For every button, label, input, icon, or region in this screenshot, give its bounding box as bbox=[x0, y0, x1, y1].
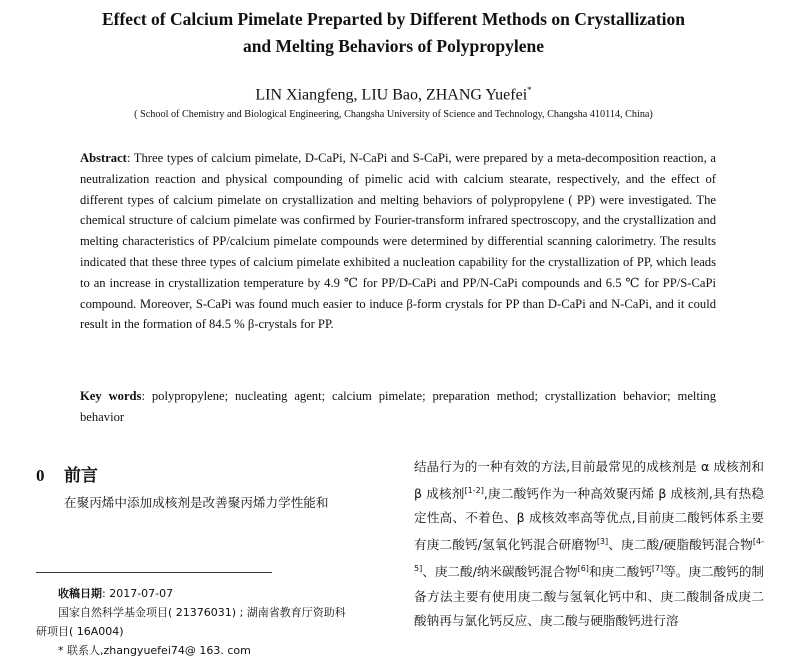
citation-ref: [7] bbox=[651, 564, 664, 574]
section-heading bbox=[36, 461, 98, 486]
footnote-received bbox=[36, 584, 392, 603]
section-number: 0 bbox=[36, 466, 45, 485]
abstract bbox=[80, 148, 716, 335]
footnote-fund-1: 国家自然科学基金项目( 21376031) ; 湖南省教育厅资助科 bbox=[58, 606, 346, 619]
author-names: LIN Xiangfeng, LIU Bao, ZHANG Yuefei bbox=[255, 86, 528, 104]
section-title: 前言 bbox=[64, 466, 98, 485]
right-text-5: 和庚二酸钙 bbox=[588, 564, 652, 580]
right-text-3: 、庚二酸/硬脂酸钙混合物 bbox=[608, 537, 753, 553]
author-list bbox=[0, 79, 787, 106]
citation-ref: [3] bbox=[596, 537, 609, 547]
footnotes bbox=[36, 584, 392, 660]
abstract-text: : Three types of calcium pimelate, D-CaPi, N-CaPi and S-CaPi, were prepared by a meta-decomposition reaction, a neutralization reaction and physical compounding of pimelic acid with calcium stearate, respectively, and the effect of different types of calcium pimelate on crystallization and melting behaviors of polypropylene ( PP) were investigated. The chemical structure of calcium pimelate was confirmed by Fourier-transform infrared spectroscopy, and the crystallization and melting characteristics of PP/calcium pimelate compounds were determined by differential scanning calorimetry. The results indicated that these three types of calcium pimelate exhibited a nucleation capability for the crystallization of PP, which leads to an increase in crystallization temperature by 4.9 ℃ for PP/D-CaPi and PP/N-CaPi compounds and 6.5 ℃ for PP/S-CaPi compound. Moreover, S-CaPi was found much easier to induce β-form crystals for PP than D-CaPi and N-CaPi, and it could result in the formation of 84.5 % β-crystals for PP. bbox=[80, 151, 716, 332]
intro-paragraph-left: 在聚丙烯中添加成核剂是改善聚丙烯力学性能和 bbox=[64, 495, 329, 510]
title-line-2: and Melting Behaviors of Polypropylene bbox=[242, 36, 545, 56]
footnote-fund-2: 研项目( 16A004) bbox=[36, 625, 124, 638]
paper-title bbox=[0, 6, 787, 60]
right-text-6: 等。庚二酸钙的制备方法主要有使用庚二酸与氢氧化钙中和、庚二酸制备成庚二酸钠再与氯化钙反应、庚二酸与硬脂酸钙进行溶 bbox=[414, 564, 764, 628]
title-line-1: Effect of Calcium Pimelate Preparted by Different Methods on Crystallization bbox=[101, 9, 686, 29]
citation-ref: [1-2] bbox=[464, 486, 484, 495]
citation-ref: [4-5] bbox=[414, 537, 764, 574]
keywords-text: : polypropylene; nucleating agent; calcium pimelate; preparation method; crystallization behavior; melting behavior bbox=[80, 389, 716, 424]
abstract-label: Abstract bbox=[80, 151, 127, 165]
keywords-label: Key words bbox=[80, 389, 142, 403]
corresponding-author-mark: * bbox=[527, 85, 532, 95]
citation-ref: [6] bbox=[577, 564, 589, 574]
received-value: : 2017-07-07 bbox=[102, 587, 174, 600]
received-label: 收稿日期 bbox=[58, 587, 102, 600]
right-text-1: 结晶行为的一种有效的方法,目前最常见的成核剂是 α 成核剂和 β 成核剂 bbox=[414, 459, 764, 502]
affiliation: ( School of Chemistry and Biological Engineering, Changsha University of Science and Technology, Changsha 410114, China) bbox=[134, 109, 653, 120]
right-text-2: ,庚二酸钙作为一种高效聚丙烯 β 成核剂,具有热稳定性高、不着色、β 成核效率高等优点,目前庚二酸钙体系主要有庚二酸钙/氢氧化钙混合研磨物 bbox=[414, 486, 764, 553]
footnote-contact: * 联系人,zhangyuefei74@ 163. com bbox=[58, 644, 251, 657]
right-text-4: 、庚二酸/纳米碳酸钙混合物 bbox=[422, 564, 578, 580]
keywords bbox=[80, 386, 716, 428]
footnote-divider bbox=[36, 572, 272, 573]
intro-paragraph-right bbox=[414, 455, 764, 633]
